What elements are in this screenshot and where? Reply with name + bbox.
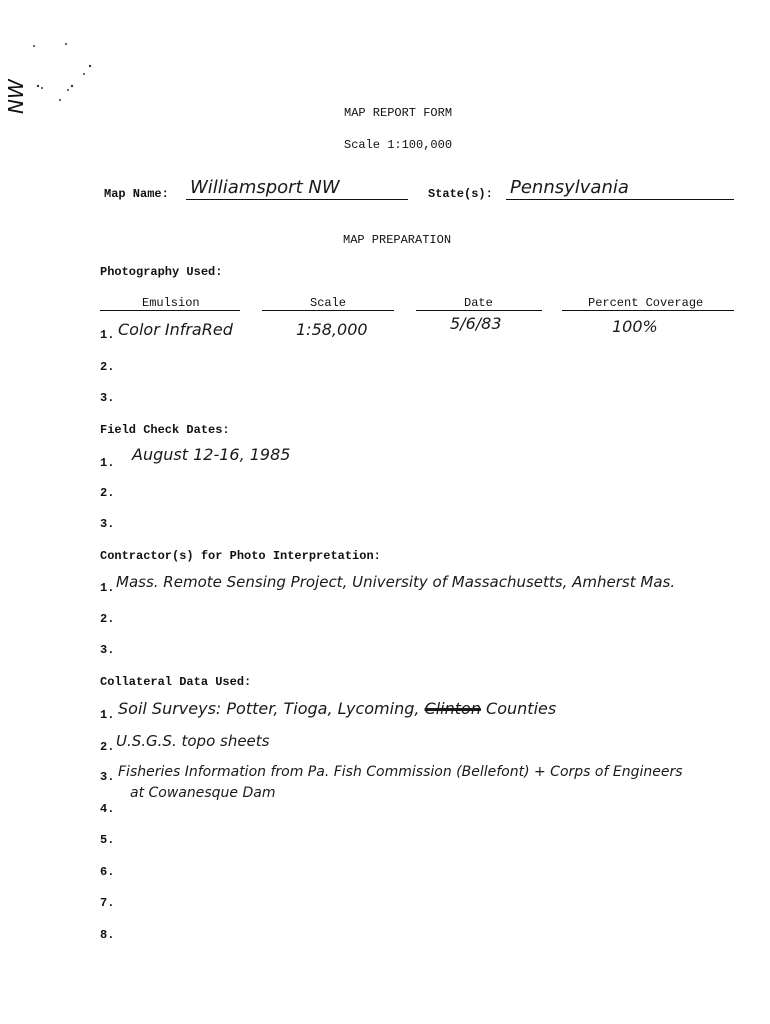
collateral-5-num: 5.: [100, 833, 115, 847]
field-check-2-num: 2.: [100, 486, 115, 500]
collateral-7-num: 7.: [100, 896, 115, 910]
margin-note: NW: [4, 79, 28, 114]
collateral-1-text-b: Counties: [486, 699, 557, 718]
map-name-value: Williamsport NW: [190, 177, 340, 198]
contractor-1-num: 1.: [100, 581, 115, 595]
header-date: Date: [464, 296, 493, 310]
form-title: MAP REPORT FORM: [344, 106, 453, 120]
contractor-2-num: 2.: [100, 612, 115, 626]
header-emulsion: Emulsion: [142, 296, 200, 310]
collateral-4-value: at Cowanesque Dam: [130, 785, 276, 801]
map-name-label: Map Name:: [104, 187, 169, 201]
map-preparation-heading: MAP PREPARATION: [343, 233, 452, 247]
photo-row-1-emulsion: Color InfraRed: [118, 320, 233, 339]
collateral-6-num: 6.: [100, 865, 115, 879]
contractor-3-num: 3.: [100, 643, 115, 657]
photo-row-1-scale: 1:58,000: [296, 320, 368, 339]
collateral-2-num: 2.: [100, 740, 115, 754]
contractor-1-value: Mass. Remote Sensing Project, University of Massachusetts, Amherst Mas.: [116, 573, 676, 591]
header-date-rule: [416, 310, 542, 311]
header-emulsion-rule: [100, 310, 240, 311]
photo-row-1-num: 1.: [100, 328, 115, 342]
collateral-1-struck-word: Clinton: [424, 699, 481, 718]
field-check-1-num: 1.: [100, 456, 115, 470]
photography-label: Photography Used:: [100, 265, 223, 279]
field-check-1-value: August 12-16, 1985: [132, 445, 291, 464]
collateral-1-text-a: Soil Surveys: Potter, Tioga, Lycoming,: [118, 699, 420, 718]
scale-line: Scale 1:100,000: [344, 138, 453, 152]
photo-row-1-coverage: 100%: [612, 317, 658, 336]
map-name-underline: [186, 199, 408, 200]
header-scale: Scale: [310, 296, 347, 310]
photo-row-1-date: 5/6/83: [450, 314, 502, 333]
collateral-1-value: [118, 700, 556, 718]
collateral-3-num: 3.: [100, 770, 115, 784]
collateral-label: Collateral Data Used:: [100, 675, 252, 689]
scan-specks: [30, 40, 120, 110]
header-coverage-rule: [562, 310, 734, 311]
collateral-2-value: U.S.G.S. topo sheets: [116, 732, 270, 750]
collateral-3-value: Fisheries Information from Pa. Fish Commission (Bellefont) + Corps of Engineers: [118, 764, 683, 780]
states-underline: [506, 199, 734, 200]
contractor-label: Contractor(s) for Photo Interpretation:: [100, 549, 381, 563]
field-check-label: Field Check Dates:: [100, 423, 230, 437]
collateral-8-num: 8.: [100, 928, 115, 942]
states-value: Pennsylvania: [510, 177, 629, 198]
photo-row-2-num: 2.: [100, 360, 115, 374]
states-label: State(s):: [428, 187, 493, 201]
header-scale-rule: [262, 310, 394, 311]
collateral-4-num: 4.: [100, 802, 115, 816]
collateral-1-num: 1.: [100, 708, 115, 722]
header-percent-coverage: Percent Coverage: [588, 296, 704, 310]
photo-row-3-num: 3.: [100, 391, 115, 405]
field-check-3-num: 3.: [100, 517, 115, 531]
